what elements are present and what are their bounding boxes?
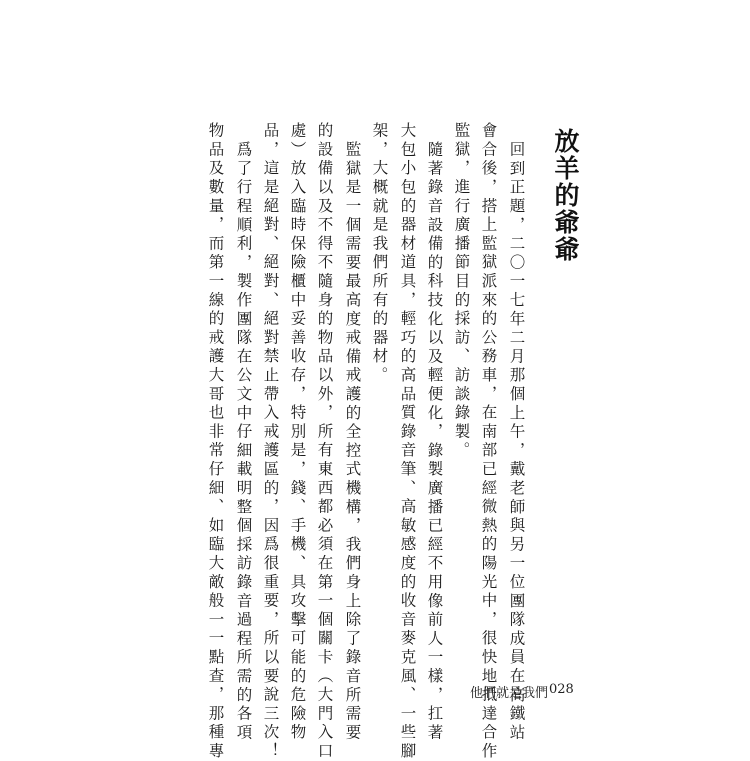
paragraph-column-7: 監獄是一個需要最高度戒備戒護的全控式機構，我們身上除了錄音所需要: [343, 141, 362, 743]
paragraph-column-6: 架，大概就是我們所有的器材。: [370, 122, 389, 386]
paragraph-column-4: 隨著錄音設備的科技化以及輕便化，錄製廣播已經不用像前人一樣，扛著: [425, 141, 444, 743]
paragraph-column-1: 回到正題，二〇一七年二月那個上午，戴老師與另一位團隊成員在高鐵站: [507, 141, 526, 743]
paragraph-column-12: 物品及數量，而第一線的戒護大哥也非常仔細、如臨大敵般一一點查，那種專: [206, 122, 225, 761]
footer-book-title: 他們就是我們: [470, 686, 549, 701]
paragraph-column-11: 爲了行程順利，製作團隊在公文中仔細載明整個採訪錄音過程所需的各項: [234, 141, 253, 743]
paragraph-column-5: 大包小包的器材道具，輕巧的高品質錄音筆、高敏感度的收音麥克風、一些腳: [398, 122, 417, 761]
page-number: 028: [549, 682, 574, 697]
paragraph-column-3: 監獄，進行廣播節目的採訪、訪談錄製。: [452, 122, 471, 461]
paragraph-column-8: 的設備以及不得不隨身的物品以外，所有東西都必須在第一個關卡（大門入口: [315, 122, 334, 761]
paragraph-column-2: 會合後，搭上監獄派來的公務車，在南部已經微熱的陽光中，很快地抵達合作: [479, 122, 498, 761]
chapter-title: 放羊的爺爺: [551, 128, 580, 263]
paragraph-column-9: 處）放入臨時保險櫃中妥善收存，特別是，錢、手機、具攻擊可能的危險物: [288, 122, 307, 743]
paragraph-column-10: 品，這是絕對、絕對、絕對禁止帶入戒護區的，因爲很重要，所以要說三次！: [261, 122, 280, 761]
